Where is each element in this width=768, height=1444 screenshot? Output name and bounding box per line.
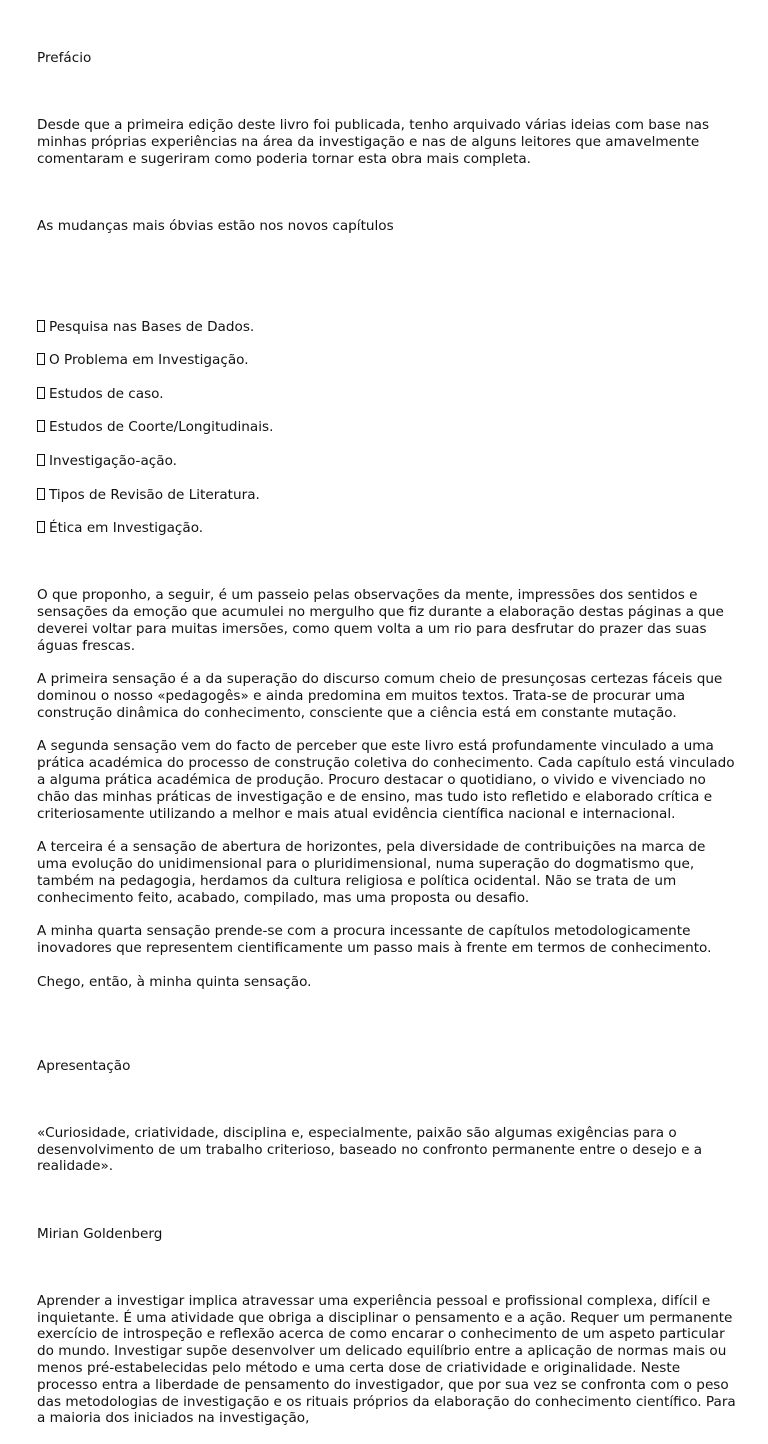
missing-glyph-icon: [37, 454, 45, 466]
paragraph: A minha quarta sensação prende-se com a procura incessante de capítulos metodologicamente inovadores que representem cientificamente um passo mais à frente em termos de conhecimento.: [37, 923, 712, 957]
paragraph: O que proponho, a seguir, é um passeio pelas observações da mente, impressões dos sentidos e sensações da emoção que acumulei no mergulho que fiz durante a elaboração destas páginas a que deverei voltar para muitas imersões, como quem volta a um rio para desfrutar do prazer das suas águas frescas.: [37, 587, 724, 654]
paragraph: Chego, então, à minha quinta sensação.: [37, 973, 312, 990]
spacer: [37, 251, 737, 268]
new-chapters-list: [37, 302, 737, 554]
list-item: Estudos de Coorte/Longitudinais.: [37, 419, 737, 436]
paragraph: A primeira sensação é a da superação do discurso comum cheio de presunçosas certezas fáceis que dominou o nosso «pedagogês» e ainda predomina em muitos textos. Trata-se de procurar uma construção dinâmica do conhecimento, consciente que a ciência está em constante mutação.: [37, 671, 723, 721]
list-item: Investigação-ação.: [37, 453, 737, 470]
list-item: Pesquisa nas Bases de Dados.: [37, 319, 737, 336]
missing-glyph-icon: [37, 420, 45, 432]
list-item: Estudos de caso.: [37, 386, 737, 403]
epigraph-author: Mirian Goldenberg: [37, 1225, 163, 1242]
document-page: [37, 33, 737, 1444]
preface-intro-paragraph: Desde que a primeira edição deste livro foi publicada, tenho arquivado várias ideias com base nas minhas próprias experiências na área da investigação e nas de alguns leitores que amavelmente comentaram e sugeriram como poderia tornar esta obra mais completa.: [37, 116, 710, 167]
preface-heading: Prefácio: [37, 49, 92, 66]
spacer: [37, 83, 737, 100]
presentation-body-paragraph: Aprender a investigar implica atravessar uma experiência pessoal e profissional complexa, difícil e inquietante. É uma atividade que obriga a disciplinar o pensamento e a ação. Requer um permanente exercício de introspeção e reflexão acerca de como encarar o conhecimento de um aspeto particular do mundo. Investigar supõe desenvolver um delicado equilíbrio entre a aplicação de normas mais ou menos pré-estabelecidas pelo método e uma certa dose de criatividade e originalidade. Neste processo entra a liberdade de pensamento do investigador, que por sua vez se confronta com o peso das metodologias de investigação e os rituais próprios da elaboração do conhecimento científico. Para a maioria dos iniciados na investigação,: [37, 1292, 736, 1427]
missing-glyph-icon: [37, 521, 45, 533]
spacer: [37, 184, 737, 201]
missing-glyph-icon: [37, 488, 45, 500]
presentation-heading: Apresentação: [37, 1057, 131, 1074]
missing-glyph-icon: [37, 320, 45, 332]
list-item: Ética em Investigação.: [37, 520, 737, 537]
spacer: [37, 1259, 737, 1276]
paragraph: A terceira é a sensação de abertura de horizontes, pela diversidade de contribuições na marca de uma evolução do unidimensional para o pluridimensional, numa superação do dogmatismo que, também na pedagogia, herdamos da cultura religiosa e política ocidental. Não se trata de um conhecimento feito, acabado, compilado, mas uma proposta ou desafio.: [37, 839, 706, 906]
missing-glyph-icon: [37, 353, 45, 365]
epigraph-quote: «Curiosidade, criatividade, disciplina e, especialmente, paixão são algumas exigências para o desenvolvimento de um trabalho criterioso, baseado no confronto permanente entre o desejo e a realidade».: [37, 1124, 703, 1175]
spacer: [37, 1091, 737, 1108]
spacer: [37, 1024, 737, 1041]
spacer: [37, 1192, 737, 1209]
paragraph: A segunda sensação vem do facto de perceber que este livro está profundamente vinculado a uma prática académica do processo de construção coletiva do conhecimento. Cada capítulo está vinculado a alguma prática académica de produção. Procuro destacar o quotidiano, o vivido e vivenciado no chão das minhas práticas de investigação e de ensino, mas tudo isto refletido e elaborado crítica e criteriosamente utilizando a melhor e mais atual evidência científica nacional e internacional.: [37, 738, 735, 822]
list-item: O Problema em Investigação.: [37, 352, 737, 369]
changes-intro-line: As mudanças mais óbvias estão nos novos capítulos: [37, 217, 394, 234]
missing-glyph-icon: [37, 387, 45, 399]
list-item: Tipos de Revisão de Literatura.: [37, 487, 737, 504]
